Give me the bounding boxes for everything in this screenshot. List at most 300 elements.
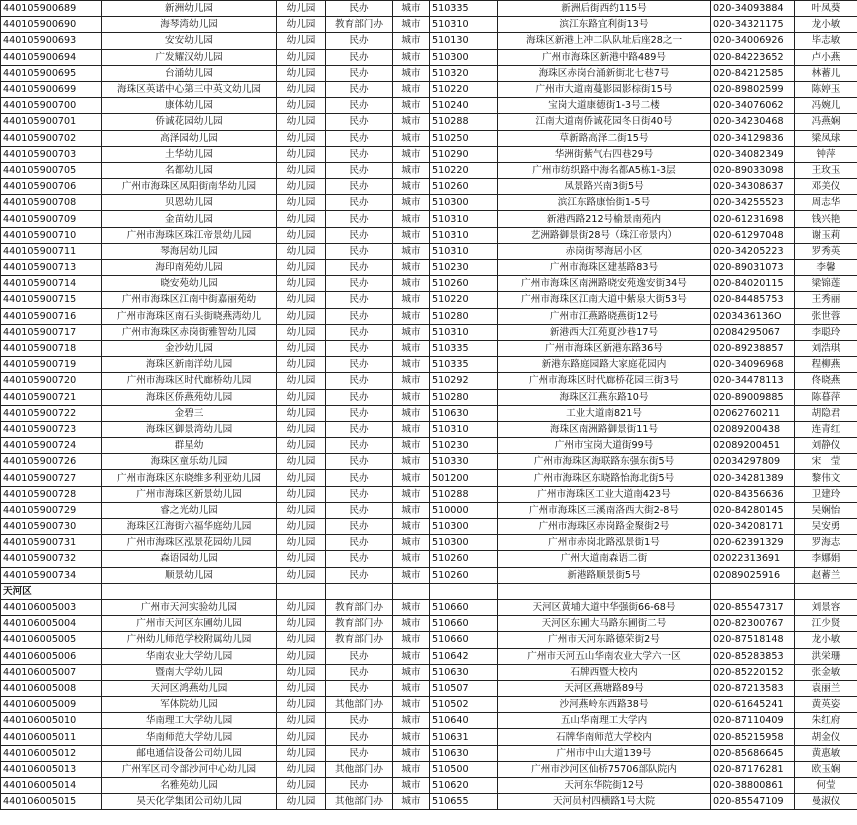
address-cell: 广州大道南森语二街 — [498, 551, 711, 567]
postal-code-cell: 510631 — [430, 729, 498, 745]
phone-cell: 020-87213583 — [711, 680, 795, 696]
school-sponsor-cell: 民办 — [326, 470, 393, 486]
school-sponsor-cell: 民办 — [326, 98, 393, 114]
phone-cell: 020-34255523 — [711, 195, 795, 211]
area-type-cell: 城市 — [393, 648, 430, 664]
postal-code-cell: 510330 — [430, 454, 498, 470]
school-type-cell: 幼儿园 — [277, 162, 326, 178]
address-cell: 沙河燕岭东西路38号 — [498, 697, 711, 713]
phone-cell: 020-89238857 — [711, 340, 795, 356]
blank-cell — [498, 583, 711, 599]
school-sponsor-cell: 民办 — [326, 535, 393, 551]
postal-code-cell: 510240 — [430, 98, 498, 114]
principal-cell: 刘浩琪 — [795, 340, 857, 356]
postal-code-cell: 510230 — [430, 260, 498, 276]
area-type-cell: 城市 — [393, 697, 430, 713]
phone-cell: 020-61231698 — [711, 211, 795, 227]
area-type-cell: 城市 — [393, 438, 430, 454]
school-type-cell: 幼儿园 — [277, 227, 326, 243]
table-row — [1, 632, 857, 648]
table-row — [1, 551, 857, 567]
school-type-cell: 幼儿园 — [277, 713, 326, 729]
school-type-cell: 幼儿园 — [277, 454, 326, 470]
phone-cell: 020-61297048 — [711, 227, 795, 243]
phone-cell: 020-34205223 — [711, 243, 795, 259]
table-row — [1, 308, 857, 324]
principal-cell: 罗秀英 — [795, 243, 857, 259]
principal-cell: 欧玉娴 — [795, 761, 857, 777]
postal-code-cell: 510280 — [430, 308, 498, 324]
area-type-cell: 城市 — [393, 308, 430, 324]
address-cell: 新港路顺景街5号 — [498, 567, 711, 583]
school-code-cell: 440105900710 — [1, 227, 102, 243]
table-row — [1, 324, 857, 340]
school-sponsor-cell: 民办 — [326, 292, 393, 308]
postal-code-cell: 510500 — [430, 761, 498, 777]
school-name-cell: 华南师范大学幼儿园 — [102, 729, 277, 745]
school-type-cell: 幼儿园 — [277, 130, 326, 146]
school-type-cell: 幼儿园 — [277, 697, 326, 713]
school-sponsor-cell: 教育部门办 — [326, 632, 393, 648]
school-code-cell: 440106005014 — [1, 778, 102, 794]
school-sponsor-cell: 民办 — [326, 340, 393, 356]
table-row — [1, 33, 857, 49]
principal-cell: 王玫玉 — [795, 162, 857, 178]
area-type-cell: 城市 — [393, 551, 430, 567]
postal-code-cell: 510335 — [430, 340, 498, 356]
area-type-cell: 城市 — [393, 599, 430, 615]
phone-cell: 020-89033098 — [711, 162, 795, 178]
school-code-cell: 440105900714 — [1, 276, 102, 292]
phone-cell: 020-34129836 — [711, 130, 795, 146]
phone-cell: 020-87110409 — [711, 713, 795, 729]
school-sponsor-cell: 教育部门办 — [326, 17, 393, 33]
school-sponsor-cell: 民办 — [326, 260, 393, 276]
school-name-cell: 邮电通信设备公司幼儿园 — [102, 745, 277, 761]
principal-cell: 林蓄儿 — [795, 65, 857, 81]
table-row — [1, 648, 857, 664]
school-sponsor-cell: 民办 — [326, 162, 393, 178]
address-cell: 天河区燕塘路89号 — [498, 680, 711, 696]
school-code-cell: 440105900729 — [1, 502, 102, 518]
school-code-cell: 440105900705 — [1, 162, 102, 178]
principal-cell: 李馨 — [795, 260, 857, 276]
school-name-cell: 金苗幼儿园 — [102, 211, 277, 227]
table-row — [1, 49, 857, 65]
table-row — [1, 567, 857, 583]
postal-code-cell: 510335 — [430, 357, 498, 373]
address-cell: 新港东路庭园路大家庭花园内 — [498, 357, 711, 373]
phone-cell: 020-84020115 — [711, 276, 795, 292]
phone-cell: 020-38800861 — [711, 778, 795, 794]
school-type-cell: 幼儿园 — [277, 486, 326, 502]
address-cell: 天河区东圃大马路东圃街二号 — [498, 616, 711, 632]
address-cell: 广州市海珠区新港中路489号 — [498, 49, 711, 65]
area-type-cell: 城市 — [393, 98, 430, 114]
school-code-cell: 440106005006 — [1, 648, 102, 664]
principal-cell: 张金敏 — [795, 664, 857, 680]
table-row — [1, 114, 857, 130]
school-type-cell: 幼儿园 — [277, 17, 326, 33]
principal-cell: 陈暮萍 — [795, 389, 857, 405]
address-cell: 广州市赤岗北路泓景街1号 — [498, 535, 711, 551]
postal-code-cell: 510290 — [430, 146, 498, 162]
phone-cell: 0203436136O — [711, 308, 795, 324]
tianhe-rows — [1, 599, 857, 809]
postal-code-cell: 510292 — [430, 373, 498, 389]
address-cell: 广州市宝岗大道街99号 — [498, 438, 711, 454]
postal-code-cell: 510310 — [430, 324, 498, 340]
principal-cell: 王秀丽 — [795, 292, 857, 308]
address-cell: 广州市大道南蔓影园影棕街15号 — [498, 81, 711, 97]
principal-cell: 洪栄珊 — [795, 648, 857, 664]
school-code-cell: 440106005003 — [1, 599, 102, 615]
table-row — [1, 276, 857, 292]
postal-code-cell: 510220 — [430, 292, 498, 308]
postal-code-cell: 510310 — [430, 227, 498, 243]
phone-cell: 020-62391329 — [711, 535, 795, 551]
school-type-cell: 幼儿园 — [277, 438, 326, 454]
postal-code-cell: 510288 — [430, 486, 498, 502]
postal-code-cell: 510660 — [430, 632, 498, 648]
principal-cell: 张世蓉 — [795, 308, 857, 324]
school-type-cell: 幼儿园 — [277, 778, 326, 794]
school-type-cell: 幼儿园 — [277, 276, 326, 292]
postal-code-cell: 510320 — [430, 65, 498, 81]
school-sponsor-cell: 民办 — [326, 324, 393, 340]
school-code-cell: 440106005011 — [1, 729, 102, 745]
school-name-cell: 广州市海珠区泓景花园幼儿园 — [102, 535, 277, 551]
table-row — [1, 616, 857, 632]
area-type-cell: 城市 — [393, 729, 430, 745]
school-name-cell: 海琴湾幼儿园 — [102, 17, 277, 33]
address-cell: 广州市海珠区时代廊桥花园三街3号 — [498, 373, 711, 389]
school-code-cell: 440105900718 — [1, 340, 102, 356]
school-sponsor-cell: 教育部门办 — [326, 599, 393, 615]
postal-code-cell: 510220 — [430, 162, 498, 178]
school-code-cell: 440105900726 — [1, 454, 102, 470]
table-row — [1, 745, 857, 761]
school-type-cell: 幼儿园 — [277, 761, 326, 777]
principal-cell: 刘景容 — [795, 599, 857, 615]
principal-cell: 赵蓄兰 — [795, 567, 857, 583]
postal-code-cell: 510230 — [430, 438, 498, 454]
phone-cell: 020-34096968 — [711, 357, 795, 373]
postal-code-cell: 510260 — [430, 567, 498, 583]
school-name-cell: 新洲幼儿园 — [102, 1, 277, 17]
school-name-cell: 海珠区童乐幼儿园 — [102, 454, 277, 470]
school-type-cell: 幼儿园 — [277, 340, 326, 356]
table-row — [1, 486, 857, 502]
address-cell: 赤岗街琴海居小区 — [498, 243, 711, 259]
table-row — [1, 502, 857, 518]
school-type-cell: 幼儿园 — [277, 179, 326, 195]
school-code-cell: 440106005004 — [1, 616, 102, 632]
school-name-cell: 广州市海珠区南石头街晓燕湾幼儿 — [102, 308, 277, 324]
phone-cell: 020-85283853 — [711, 648, 795, 664]
blank-cell — [277, 583, 326, 599]
principal-cell: 卢小燕 — [795, 49, 857, 65]
postal-code-cell: 510630 — [430, 664, 498, 680]
school-type-cell: 幼儿园 — [277, 729, 326, 745]
school-sponsor-cell: 民办 — [326, 357, 393, 373]
school-code-cell: 440106005009 — [1, 697, 102, 713]
school-name-cell: 海珠区御景湾幼儿园 — [102, 421, 277, 437]
phone-cell: 020-84280145 — [711, 502, 795, 518]
school-name-cell: 暨南大学幼儿园 — [102, 664, 277, 680]
postal-code-cell: 510300 — [430, 49, 498, 65]
blank-cell — [326, 583, 393, 599]
table-row — [1, 438, 857, 454]
school-type-cell: 幼儿园 — [277, 421, 326, 437]
school-type-cell: 幼儿园 — [277, 146, 326, 162]
school-sponsor-cell: 民办 — [326, 778, 393, 794]
school-name-cell: 金碧三 — [102, 405, 277, 421]
area-type-cell: 城市 — [393, 421, 430, 437]
table-row — [1, 227, 857, 243]
address-cell: 五山华南理工大学内 — [498, 713, 711, 729]
area-type-cell: 城市 — [393, 502, 430, 518]
school-name-cell: 广州市天河实验幼儿园 — [102, 599, 277, 615]
school-type-cell: 幼儿园 — [277, 211, 326, 227]
school-code-cell: 440105900695 — [1, 65, 102, 81]
phone-cell: 020890259​16 — [711, 567, 795, 583]
address-cell: 广州市海珠区工业大道南423号 — [498, 486, 711, 502]
postal-code-cell: 510300 — [430, 535, 498, 551]
area-type-cell: 城市 — [393, 664, 430, 680]
school-sponsor-cell: 民办 — [326, 308, 393, 324]
postal-code-cell: 510310 — [430, 211, 498, 227]
postal-code-cell: 510310 — [430, 421, 498, 437]
area-type-cell: 城市 — [393, 373, 430, 389]
address-cell: 广州市天河五山华南农业大学六一区 — [498, 648, 711, 664]
school-sponsor-cell: 民办 — [326, 567, 393, 583]
address-cell: 海珠区新港上冲二队队址后座28之一 — [498, 33, 711, 49]
principal-cell: 钱兴艳 — [795, 211, 857, 227]
school-name-cell: 海印南苑幼儿园 — [102, 260, 277, 276]
postal-code-cell: 510250 — [430, 130, 498, 146]
school-name-cell: 广州市海珠区珠江帝景幼儿园 — [102, 227, 277, 243]
phone-cell: 020-61645241 — [711, 697, 795, 713]
school-sponsor-cell: 民办 — [326, 179, 393, 195]
area-type-cell: 城市 — [393, 162, 430, 178]
table-row — [1, 373, 857, 389]
school-sponsor-cell: 其他部门办 — [326, 794, 393, 810]
principal-cell: 吴安勇 — [795, 519, 857, 535]
area-type-cell: 城市 — [393, 405, 430, 421]
phone-cell: 020-34478113 — [711, 373, 795, 389]
school-type-cell: 幼儿园 — [277, 357, 326, 373]
postal-code-cell: 510310 — [430, 243, 498, 259]
school-sponsor-cell: 民办 — [326, 551, 393, 567]
school-code-cell: 440105900727 — [1, 470, 102, 486]
school-code-cell: 440105900708 — [1, 195, 102, 211]
address-cell: 天河东华院街12号 — [498, 778, 711, 794]
table-row — [1, 260, 857, 276]
school-name-cell: 海珠区侨燕苑幼儿园 — [102, 389, 277, 405]
school-name-cell: 海珠区英诺中心第三中英文幼儿园 — [102, 81, 277, 97]
address-cell: 广州市海珠区赤岗路金聚街2号 — [498, 519, 711, 535]
school-sponsor-cell: 民办 — [326, 680, 393, 696]
phone-cell: 020892004​51 — [711, 438, 795, 454]
school-code-cell: 440105900700 — [1, 98, 102, 114]
address-cell: 广州市纺织路中海名都A5栋1-3层 — [498, 162, 711, 178]
school-code-cell: 440105900722 — [1, 405, 102, 421]
postal-code-cell: 510655 — [430, 794, 498, 810]
area-type-cell: 城市 — [393, 324, 430, 340]
school-sponsor-cell: 民办 — [326, 664, 393, 680]
area-type-cell: 城市 — [393, 146, 430, 162]
area-type-cell: 城市 — [393, 486, 430, 502]
area-type-cell: 城市 — [393, 761, 430, 777]
phone-cell: 020-85686645 — [711, 745, 795, 761]
area-type-cell: 城市 — [393, 195, 430, 211]
principal-cell: 佟晓燕 — [795, 373, 857, 389]
school-name-cell: 琴海居幼儿园 — [102, 243, 277, 259]
school-sponsor-cell: 其他部门办 — [326, 697, 393, 713]
school-code-cell: 440105900719 — [1, 357, 102, 373]
area-type-cell: 城市 — [393, 260, 430, 276]
principal-cell: 刘静仪 — [795, 438, 857, 454]
school-name-cell: 广州市海珠区东晓维多利亚幼儿园 — [102, 470, 277, 486]
address-cell: 天河员村四横路1号大院 — [498, 794, 711, 810]
school-type-cell: 幼儿园 — [277, 519, 326, 535]
principal-cell: 袁丽兰 — [795, 680, 857, 696]
school-type-cell: 幼儿园 — [277, 243, 326, 259]
address-cell: 滨江东路康怡街1-5号 — [498, 195, 711, 211]
school-type-cell: 幼儿园 — [277, 745, 326, 761]
address-cell: 华洲街紫气右四巷29号 — [498, 146, 711, 162]
school-code-cell: 440105900711 — [1, 243, 102, 259]
principal-cell: 邓美仪 — [795, 179, 857, 195]
postal-code-cell: 510642 — [430, 648, 498, 664]
school-code-cell: 440105900717 — [1, 324, 102, 340]
principal-cell: 黄惠敏 — [795, 745, 857, 761]
school-type-cell: 幼儿园 — [277, 114, 326, 130]
phone-cell: 020-34006926 — [711, 33, 795, 49]
school-name-cell: 晓安苑幼儿园 — [102, 276, 277, 292]
school-sponsor-cell: 民办 — [326, 713, 393, 729]
area-type-cell: 城市 — [393, 33, 430, 49]
blank-cell — [102, 583, 277, 599]
principal-cell: 曼淑仪 — [795, 794, 857, 810]
school-name-cell: 广州幼儿师范学校附属幼儿园 — [102, 632, 277, 648]
address-cell: 广州市海珠区南洲路晓安苑逸安街34号 — [498, 276, 711, 292]
area-type-cell: 城市 — [393, 616, 430, 632]
table-row — [1, 195, 857, 211]
principal-cell: 连青红 — [795, 421, 857, 437]
school-name-cell: 康体幼儿园 — [102, 98, 277, 114]
school-type-cell: 幼儿园 — [277, 648, 326, 664]
address-cell: 新港西路212号榆景南苑内 — [498, 211, 711, 227]
phone-cell: 020-89009885 — [711, 389, 795, 405]
phone-cell: 020-34208171 — [711, 519, 795, 535]
postal-code-cell: 510288 — [430, 114, 498, 130]
school-code-cell: 440106005015 — [1, 794, 102, 810]
address-cell: 广州市海珠区东晓路怡海北街5号 — [498, 470, 711, 486]
principal-cell: 黄英姿 — [795, 697, 857, 713]
school-sponsor-cell: 教育部门办 — [326, 616, 393, 632]
school-sponsor-cell: 民办 — [326, 276, 393, 292]
school-name-cell: 广州市海珠区赤岗街雅智幼儿园 — [102, 324, 277, 340]
school-sponsor-cell: 其他部门办 — [326, 761, 393, 777]
address-cell: 广州市沙河区仙桥75706部队院内 — [498, 761, 711, 777]
table-row — [1, 162, 857, 178]
address-cell: 海珠区赤岗台涌新街北七巷7号 — [498, 65, 711, 81]
section-header-row — [1, 583, 857, 599]
principal-cell: 何莹 — [795, 778, 857, 794]
principal-cell: 黎伟文 — [795, 470, 857, 486]
principal-cell: 梁凤球 — [795, 130, 857, 146]
area-type-cell: 城市 — [393, 519, 430, 535]
school-sponsor-cell: 民办 — [326, 1, 393, 17]
table-row — [1, 65, 857, 81]
principal-cell: 江少贤 — [795, 616, 857, 632]
table-row — [1, 519, 857, 535]
phone-cell: 020-84356636 — [711, 486, 795, 502]
school-sponsor-cell: 民办 — [326, 81, 393, 97]
phone-cell: 02062760211 — [711, 405, 795, 421]
table-row — [1, 405, 857, 421]
area-type-cell: 城市 — [393, 211, 430, 227]
school-type-cell: 幼儿园 — [277, 33, 326, 49]
table-row — [1, 243, 857, 259]
table-row — [1, 729, 857, 745]
school-type-cell: 幼儿园 — [277, 632, 326, 648]
principal-cell: 胡隐君 — [795, 405, 857, 421]
school-name-cell: 广州市天河区东圃幼儿园 — [102, 616, 277, 632]
school-sponsor-cell: 民办 — [326, 648, 393, 664]
postal-code-cell: 510260 — [430, 551, 498, 567]
address-cell: 石牌华南师范大学校内 — [498, 729, 711, 745]
phone-cell: 020-34093884 — [711, 1, 795, 17]
postal-code-cell: 510660 — [430, 616, 498, 632]
principal-cell: 罗海志 — [795, 535, 857, 551]
section-title: 天河区 — [1, 583, 102, 599]
school-type-cell: 幼儿园 — [277, 664, 326, 680]
school-sponsor-cell: 民办 — [326, 49, 393, 65]
table-row — [1, 421, 857, 437]
area-type-cell: 城市 — [393, 1, 430, 17]
school-code-cell: 440106005008 — [1, 680, 102, 696]
school-name-cell: 广州市海珠区凤阳街南华幼儿园 — [102, 179, 277, 195]
principal-cell: 李聪玲 — [795, 324, 857, 340]
school-code-cell: 440105900713 — [1, 260, 102, 276]
postal-code-cell: 510310 — [430, 17, 498, 33]
area-type-cell: 城市 — [393, 292, 430, 308]
school-code-cell: 440106005007 — [1, 664, 102, 680]
table-row — [1, 1, 857, 17]
school-name-cell: 顺景幼儿园 — [102, 567, 277, 583]
phone-cell: 020-87518148 — [711, 632, 795, 648]
table-row — [1, 389, 857, 405]
school-name-cell: 海珠区新南洋幼儿园 — [102, 357, 277, 373]
principal-cell: 叶凤葵 — [795, 1, 857, 17]
school-type-cell: 幼儿园 — [277, 308, 326, 324]
principal-cell: 谢玉莉 — [795, 227, 857, 243]
area-type-cell: 城市 — [393, 357, 430, 373]
phone-cell: 020-34230468 — [711, 114, 795, 130]
principal-cell: 卫建玲 — [795, 486, 857, 502]
school-sponsor-cell: 民办 — [326, 130, 393, 146]
area-type-cell: 城市 — [393, 794, 430, 810]
address-cell: 滨江东路宜利街13号 — [498, 17, 711, 33]
school-name-cell: 侨诚花园幼儿园 — [102, 114, 277, 130]
postal-code-cell: 501200 — [430, 470, 498, 486]
table-row — [1, 292, 857, 308]
school-code-cell: 440105900709 — [1, 211, 102, 227]
school-type-cell: 幼儿园 — [277, 373, 326, 389]
